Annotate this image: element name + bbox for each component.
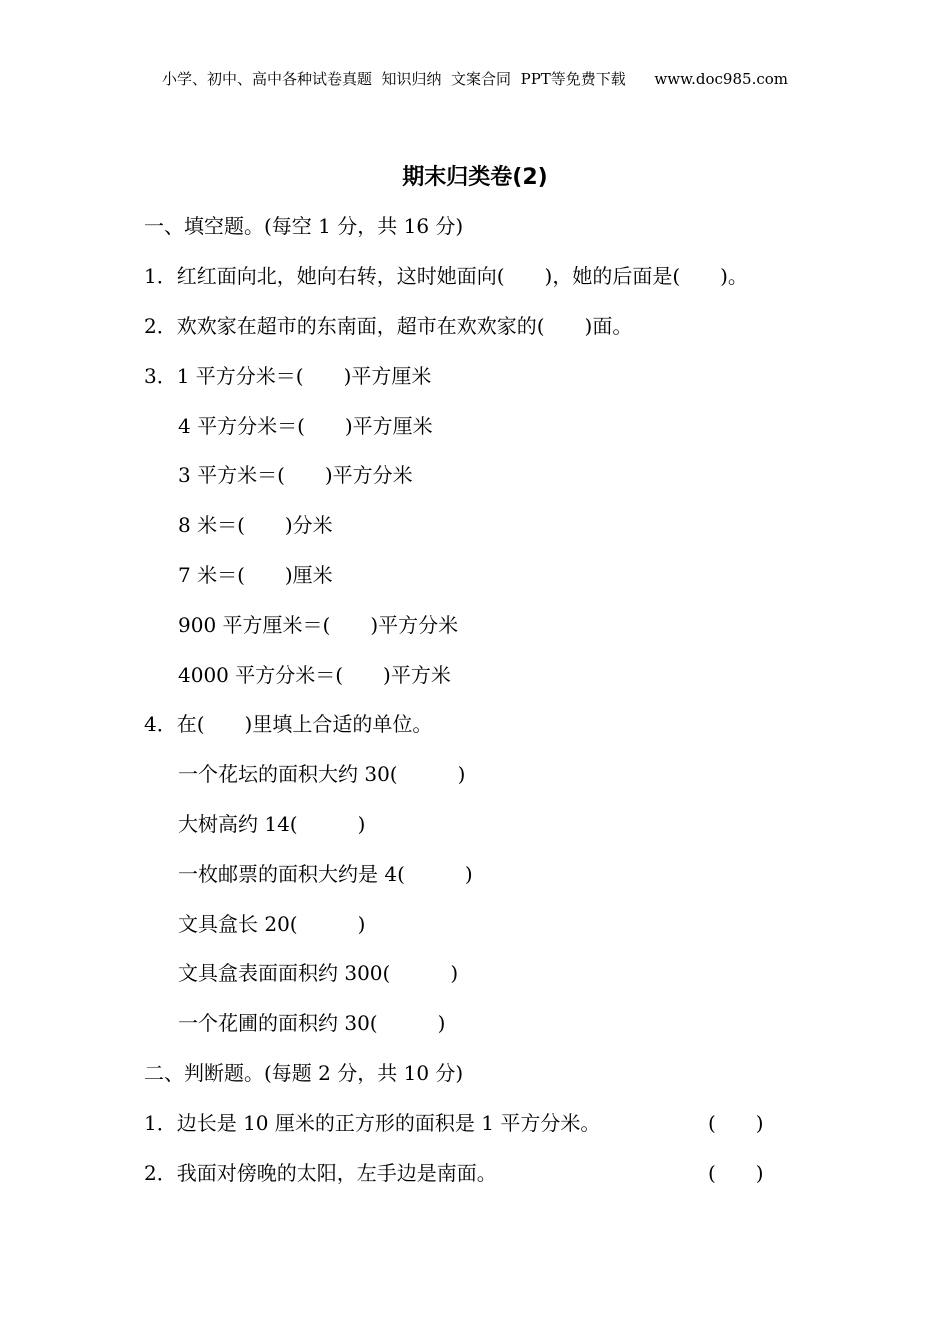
judge-answer-box-1: ( ) — [708, 1111, 764, 1135]
question-4-item: 一枚邮票的面积大约是 4( ) — [178, 862, 473, 886]
question-3-item: 4 平方分米＝( )平方厘米 — [178, 414, 433, 438]
question-4-item: 文具盒长 20( ) — [178, 912, 366, 936]
question-3-item: 7 米＝( )厘米 — [178, 563, 333, 587]
question-3-item: 900 平方厘米＝( )平方分米 — [178, 613, 459, 637]
judge-answer-box-2: ( ) — [708, 1161, 764, 1185]
question-2: 2．欢欢家在超市的东南面，超市在欢欢家的( )面。 — [144, 314, 633, 338]
section-1-heading: 一、填空题。(每空 1 分，共 16 分) — [144, 214, 464, 238]
question-3-item: 4000 平方分米＝( )平方米 — [178, 663, 451, 687]
question-4-item: 文具盒表面面积约 300( ) — [178, 961, 459, 985]
question-4-item: 一个花圃的面积约 30( ) — [178, 1011, 446, 1035]
question-3: 3．1 平方分米＝( )平方厘米 — [144, 364, 432, 388]
question-3-item: 8 米＝( )分米 — [178, 513, 333, 537]
judge-question-2: 2．我面对傍晚的太阳，左手边是南面。 — [144, 1161, 497, 1185]
question-3-item: 3 平方米＝( )平方分米 — [178, 463, 413, 487]
question-4: 4．在( )里填上合适的单位。 — [144, 712, 433, 736]
page-header: 小学、初中、高中各种试卷真题 知识归纳 文案合同 PPT等免费下载 www.doc985.com — [161, 70, 788, 88]
page-title: 期末归类卷(2) — [402, 165, 548, 190]
question-1: 1．红红面向北，她向右转，这时她面向( )，她的后面是( )。 — [144, 264, 748, 288]
question-4-item: 一个花坛的面积大约 30( ) — [178, 762, 466, 786]
judge-question-1: 1．边长是 10 厘米的正方形的面积是 1 平方分米。 — [144, 1111, 601, 1135]
section-2-heading: 二、判断题。(每题 2 分，共 10 分) — [144, 1061, 464, 1085]
question-4-item: 大树高约 14( ) — [178, 812, 366, 836]
